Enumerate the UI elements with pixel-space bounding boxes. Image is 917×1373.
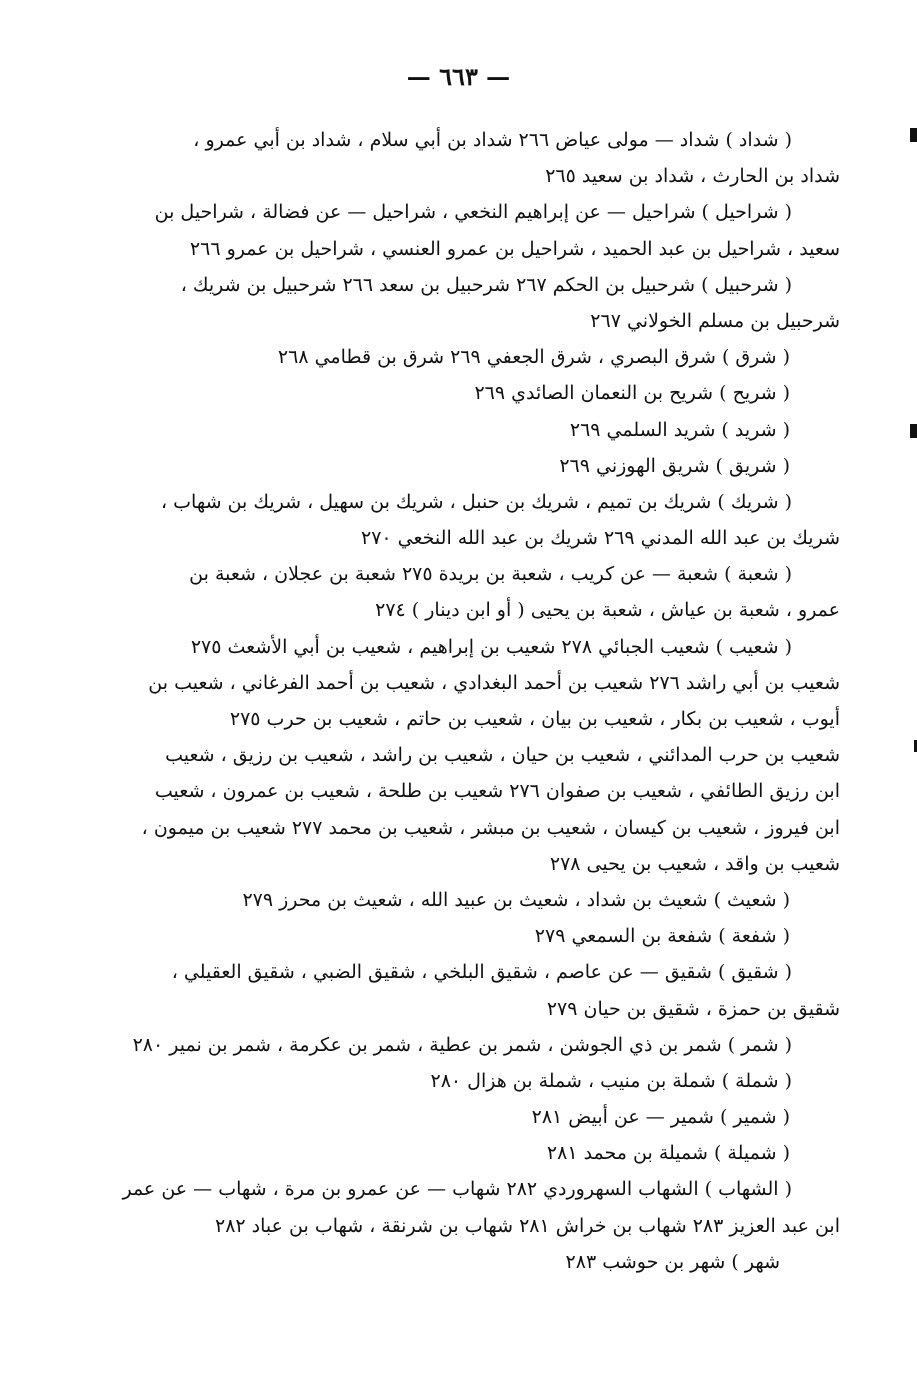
- index-line: ( شراحيل ) شراحيل — عن إبراهيم النخعي ، شراحيل — عن فضالة ، شراحيل بن: [154, 201, 792, 224]
- index-line: ( شملة ) شملة بن منيب ، شملة بن هزال ٢٨٠: [430, 1069, 792, 1092]
- margin-mark: [910, 424, 917, 438]
- index-text: [122, 122, 840, 1280]
- index-line: ( شعبة ) شعبة — عن كريب ، شعبة بن بريدة ٢٧٥ شعبة بن عجلان ، شعبة بن: [189, 563, 792, 586]
- index-line: شداد بن الحارث ، شداد بن سعيد ٢٦٥: [545, 165, 840, 188]
- index-line: أيوب ، شعيب بن بكار ، شعيب بن بيان ، شعيب بن حاتم ، شعيب بن حرب ٢٧٥: [229, 708, 840, 730]
- index-line: شعيب بن واقد ، شعيب بن يحيى ٢٧٨: [549, 852, 840, 875]
- index-line: ( شريح ) شريح بن النعمان الصائدي ٢٦٩: [474, 382, 790, 405]
- index-line: سعيد ، شراحيل بن عبد الحميد ، شراحيل بن عمرو العنسي ، شراحيل بن عمرو ٢٦٦: [189, 237, 840, 260]
- index-line: ( شرحبيل ) شرحبيل بن الحكم ٢٦٧ شرحبيل بن سعد ٢٦٦ شرحبيل بن شريك ،: [180, 273, 792, 296]
- index-line: ( شريك ) شريك بن تميم ، شريك بن حنبل ، شريك بن سهيل ، شريك بن شهاب ،: [161, 490, 792, 513]
- index-line: ( شداد ) شداد — مولى عياض ٢٦٦ شداد بن أبي سلام ، شداد بن أبي عمرو ،: [193, 129, 792, 151]
- index-line: ( شمير ) شمير — عن أبيض ٢٨١: [531, 1106, 790, 1129]
- index-line: شقيق بن حمزة ، شقيق بن حيان ٢٧٩: [546, 997, 840, 1020]
- index-line: ( شقيق ) شقيق — عن عاصم ، شقيق البلخي ، شقيق الضبي ، شقيق العقيلي ،: [171, 961, 792, 984]
- index-line: ( شريق ) شريق الهوزني ٢٦٩: [559, 454, 790, 477]
- index-line: ( شرق ) شرق البصري ، شرق الجعفي ٢٦٩ شرق بن قطامي ٢٦٨: [277, 346, 790, 369]
- index-line: ( شريد ) شريد السلمي ٢٦٩: [569, 418, 790, 441]
- index-line: شرحبيل بن مسلم الخولاني ٢٦٧: [590, 309, 840, 332]
- index-line: ( الشهاب ) الشهاب السهروردي ٢٨٢ شهاب — عن عمرو بن مرة ، شهاب — عن عمر: [122, 1178, 792, 1201]
- index-line: ابن عبد العزيز ٢٨٣ شهاب بن خراش ٢٨١ شهاب بن شرنقة ، شهاب بن عباد ٢٨٢: [215, 1214, 840, 1237]
- index-line: ( شفعة ) شفعة بن السمعي ٢٧٩: [534, 925, 790, 948]
- index-line: شعيب بن حرب المدائني ، شعيب بن حيان ، شعيب بن راشد ، شعيب بن رزيق ، شعيب: [165, 744, 840, 767]
- index-line: ( شميلة ) شميلة بن محمد ٢٨١: [546, 1142, 790, 1165]
- index-line: شهر ) شهر بن حوشب ٢٨٣: [565, 1250, 780, 1273]
- index-line: شعيب بن أبي راشد ٢٧٦ شعيب بن أحمد البغدادي ، شعيب بن أحمد الفرغاني ، شعيب بن: [148, 671, 840, 694]
- index-line: ابن رزيق الطائفي ، شعيب بن صفوان ٢٧٦ شعيب بن طلحة ، شعيب بن عمرون ، شعيب: [154, 780, 840, 803]
- index-line: ( شعيث ) شعيث بن شداد ، شعيث بن عبيد الله ، شعيث بن محرز ٢٧٩: [242, 888, 790, 911]
- index-line: عمرو ، شعبة بن عياش ، شعبة بن يحيى ( أو ابن دينار ) ٢٧٤: [375, 599, 840, 622]
- page-number: — ٦٦٣ —: [406, 62, 511, 91]
- margin-mark: [910, 128, 917, 142]
- index-line: ( شعيب ) شعيب الجبائي ٢٧٨ شعيب بن إبراهيم ، شعيب بن أبي الأشعث ٢٧٥: [190, 635, 792, 658]
- index-line: شريك بن عبد الله المدني ٢٦٩ شريك بن عبد الله النخعي ٢٧٠: [360, 527, 840, 550]
- index-line: ابن فيروز ، شعيب بن كيسان ، شعيب بن مبشر ، شعيب بن محمد ٢٧٧ شعيب بن ميمون ،: [141, 816, 840, 839]
- index-line: ( شمر ) شمر بن ذي الجوشن ، شمر بن عطية ، شمر بن عكرمة ، شمر بن نمير ٢٨٠: [132, 1033, 792, 1056]
